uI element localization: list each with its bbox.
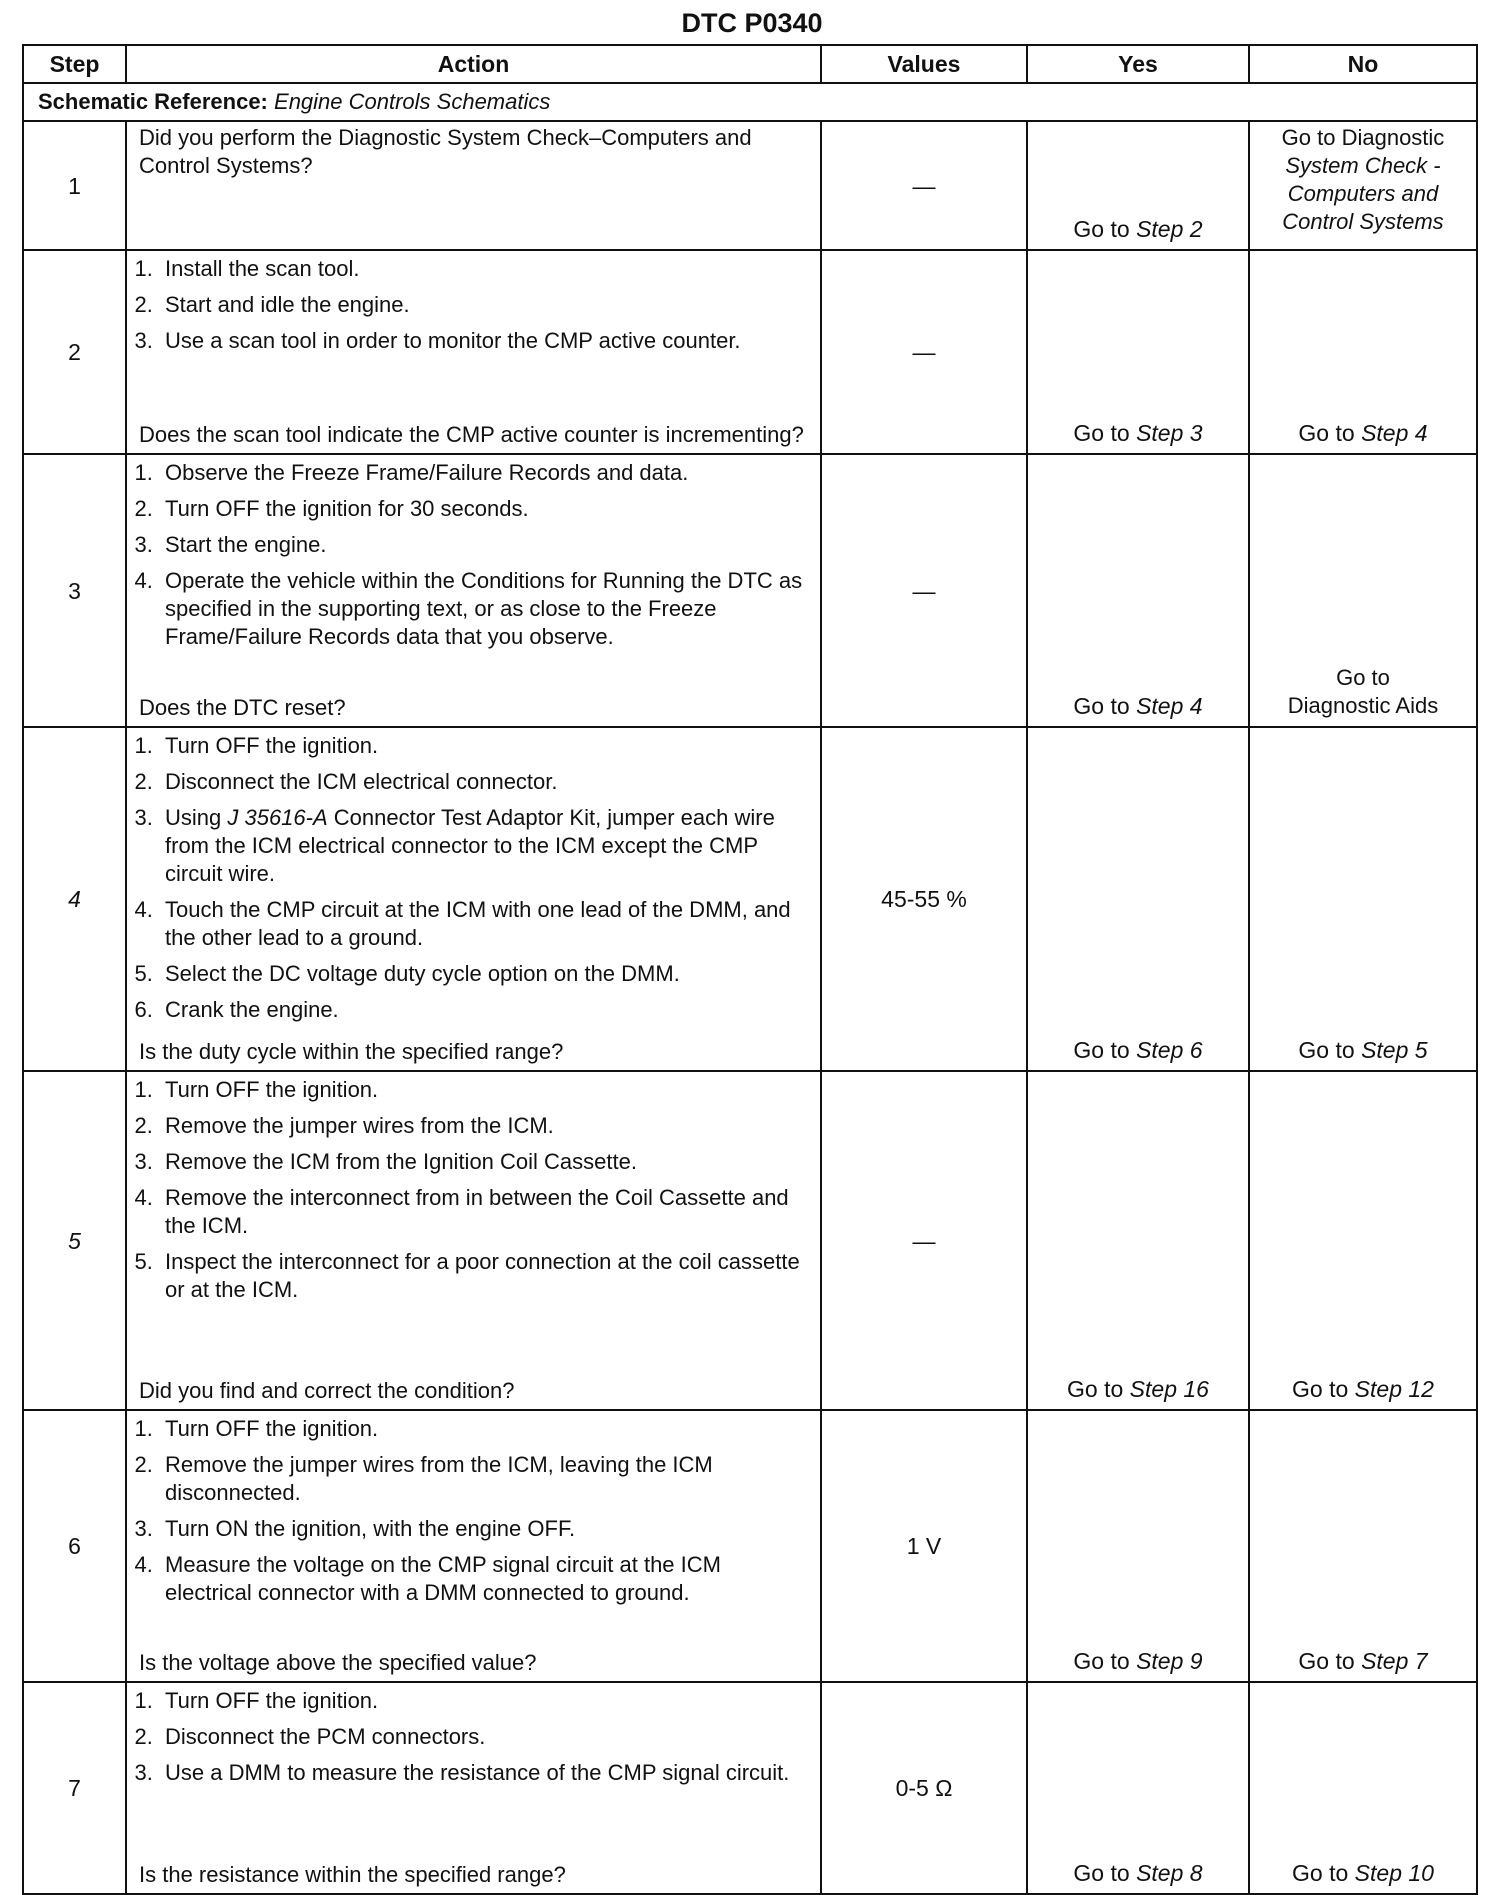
goto-target: Step 2 [1136,216,1203,242]
step-row [23,1410,1477,1682]
action-question: Does the scan tool indicate the CMP active counter is incrementing? [139,422,804,447]
action-item: 1. Turn OFF the ignition. [159,1415,810,1443]
no-goto-link[interactable] [1298,420,1427,446]
action-content [139,1411,810,1677]
action-cell [126,121,821,250]
yes-cell [1027,727,1249,1071]
page-title: DTC P0340 [681,8,823,38]
action-item: 3. Using J 35616-A Connector Test Adaptor Kit, jumper each wire from the ICM electrical connector to the ICM except the CMP circuit wire. [159,804,810,888]
goto-prefix: Go to [1073,420,1130,446]
action-item: 6. Crank the engine. [159,996,810,1024]
no-cell [1249,454,1477,727]
action-content [139,251,810,449]
goto-target: Step 8 [1136,1860,1203,1886]
action-content [139,728,810,1066]
action-item: 3. Start the engine. [159,531,810,559]
action-list [139,1415,810,1615]
no-cell [1249,1682,1477,1894]
yes-goto-link[interactable] [1073,1860,1202,1886]
goto-prefix: Go to [1298,420,1355,446]
step-number: 2 [23,250,126,454]
goto-target: Step 12 [1354,1376,1434,1402]
goto-prefix: Go to [1298,1037,1355,1063]
yes-cell [1027,1410,1249,1682]
action-cell [126,1682,821,1894]
goto-prefix: Go to [1073,1648,1130,1674]
step-row [23,250,1477,454]
action-item: 3. Remove the ICM from the Ignition Coil Cassette. [159,1148,810,1176]
no-cell [1249,1071,1477,1410]
action-item: 4. Remove the interconnect from in between the Coil Cassette and the ICM. [159,1184,810,1240]
action-item: 2. Disconnect the PCM connectors. [159,1723,810,1751]
value-cell: — [821,121,1027,250]
header-action: Action [126,45,821,83]
step-number: 5 [23,1071,126,1410]
no-cell [1249,121,1477,250]
schematic-reference-label: Schematic Reference: [38,89,268,114]
schematic-reference-row [23,83,1477,121]
no-goto-link[interactable] [1250,664,1476,720]
yes-goto-link[interactable] [1073,693,1202,719]
no-goto-line: Go to Diagnostic [1281,125,1445,150]
action-item: 1. Turn OFF the ignition. [159,1687,810,1715]
action-item: 1. Observe the Freeze Frame/Failure Records and data. [159,459,810,487]
step-row [23,454,1477,727]
value-cell: — [821,454,1027,727]
goto-target: Step 6 [1136,1037,1203,1063]
action-cell [126,250,821,454]
no-goto-line: Go to [1336,665,1390,690]
action-content [139,455,810,722]
step-number: 1 [23,121,126,250]
step-number: 3 [23,454,126,727]
action-item: 5. Inspect the interconnect for a poor connection at the coil cassette or at the ICM. [159,1248,810,1304]
action-cell [126,1071,821,1410]
header-values: Values [821,45,1027,83]
header-step: Step [23,45,126,83]
action-item: 3. Use a DMM to measure the resistance of the CMP signal circuit. [159,1759,810,1787]
no-goto-link[interactable] [1292,1860,1434,1886]
action-item: 3. Turn ON the ignition, with the engine OFF. [159,1515,810,1543]
action-question: Is the duty cycle within the specified range? [139,1039,564,1064]
action-item: 4. Touch the CMP circuit at the ICM with one lead of the DMM, and the other lead to a ground. [159,896,810,952]
goto-prefix: Go to [1067,1376,1124,1402]
no-goto-link[interactable] [1298,1037,1427,1063]
action-item: 3. Use a scan tool in order to monitor the CMP active counter. [159,327,810,355]
goto-target: Step 5 [1361,1037,1428,1063]
step-number: 6 [23,1410,126,1682]
no-goto-link[interactable] [1250,124,1476,236]
action-item: 5. Select the DC voltage duty cycle option on the DMM. [159,960,810,988]
goto-prefix: Go to [1073,693,1130,719]
no-goto-line: Diagnostic Aids [1287,693,1439,718]
goto-prefix: Go to [1298,1648,1355,1674]
yes-goto-link[interactable] [1073,216,1202,242]
tool-name: J 35616-A [227,805,328,830]
action-item: 2. Remove the jumper wires from the ICM, leaving the ICM disconnected. [159,1451,810,1507]
yes-cell [1027,250,1249,454]
step-number: 4 [23,727,126,1071]
goto-target: Step 10 [1354,1860,1434,1886]
action-spacer [139,1312,810,1377]
action-cell [126,727,821,1071]
action-question: Is the voltage above the specified value? [139,1650,537,1675]
action-list [139,459,810,659]
yes-cell [1027,121,1249,250]
goto-target: Step 9 [1136,1648,1203,1674]
action-item: 4. Measure the voltage on the CMP signal circuit at the ICM electrical connector with a DMM connected to ground. [159,1551,810,1607]
yes-goto-link[interactable] [1073,1648,1202,1674]
value-cell: 0-5 Ω [821,1682,1027,1894]
goto-target: Step 7 [1361,1648,1428,1674]
goto-prefix: Go to [1292,1376,1349,1402]
schematic-reference [23,83,1477,121]
action-spacer [139,659,810,694]
action-question: Is the resistance within the specified range? [139,1862,566,1887]
yes-cell [1027,454,1249,727]
action-list [139,1687,810,1795]
action-item: 1. Install the scan tool. [159,255,810,283]
value-cell: 45-55 % [821,727,1027,1071]
value-cell: — [821,250,1027,454]
action-spacer [139,180,810,245]
action-item: 2. Remove the jumper wires from the ICM. [159,1112,810,1140]
step-row [23,121,1477,250]
action-spacer [139,1795,810,1861]
goto-target: Step 3 [1136,420,1203,446]
action-item: 1. Turn OFF the ignition. [159,1076,810,1104]
no-goto-line: Computers and [1287,181,1439,206]
goto-target: Step 16 [1129,1376,1209,1402]
goto-target: Step 4 [1361,420,1428,446]
no-goto-line: System Check - [1285,153,1441,178]
action-question: Does the DTC reset? [139,695,346,720]
action-intro: Did you perform the Diagnostic System Check–Computers and Control Systems? [139,125,752,178]
goto-prefix: Go to [1073,1037,1130,1063]
header-row [23,45,1477,83]
action-cell [126,1410,821,1682]
schematic-reference-link[interactable]: Engine Controls Schematics [274,89,551,114]
value-cell: — [821,1071,1027,1410]
yes-goto-link[interactable] [1073,1037,1202,1063]
action-content [139,1683,810,1889]
step-row [23,1682,1477,1894]
action-spacer [139,363,810,421]
no-goto-link[interactable] [1292,1376,1434,1402]
step-row [23,1071,1477,1410]
goto-prefix: Go to [1073,216,1130,242]
action-item: 1. Turn OFF the ignition. [159,732,810,760]
header-no: No [1249,45,1477,83]
action-question: Did you find and correct the condition? [139,1378,515,1403]
goto-prefix: Go to [1292,1860,1349,1886]
action-list [139,732,810,1032]
action-cell [126,454,821,727]
action-list [139,1076,810,1312]
action-content [139,122,810,245]
action-list [139,255,810,363]
yes-goto-link[interactable] [1067,1376,1209,1402]
step-row [23,727,1477,1071]
no-cell [1249,250,1477,454]
action-spacer [139,1615,810,1649]
no-cell [1249,727,1477,1071]
yes-goto-link[interactable] [1073,420,1202,446]
goto-prefix: Go to [1073,1860,1130,1886]
action-item: 2. Turn OFF the ignition for 30 seconds. [159,495,810,523]
action-item: 4. Operate the vehicle within the Conditions for Running the DTC as specified in the supporting text, or as close to the Freeze Frame/Failure Records data that you observe. [159,567,810,651]
no-cell [1249,1410,1477,1682]
no-goto-link[interactable] [1298,1648,1427,1674]
step-number: 7 [23,1682,126,1894]
header-yes: Yes [1027,45,1249,83]
yes-cell [1027,1682,1249,1894]
diagnostic-table [22,44,1478,1895]
action-item: 2. Disconnect the ICM electrical connector. [159,768,810,796]
value-cell: 1 V [821,1410,1027,1682]
action-content [139,1072,810,1405]
goto-target: Step 4 [1136,693,1203,719]
yes-cell [1027,1071,1249,1410]
no-goto-line: Control Systems [1282,209,1444,234]
action-item: 2. Start and idle the engine. [159,291,810,319]
